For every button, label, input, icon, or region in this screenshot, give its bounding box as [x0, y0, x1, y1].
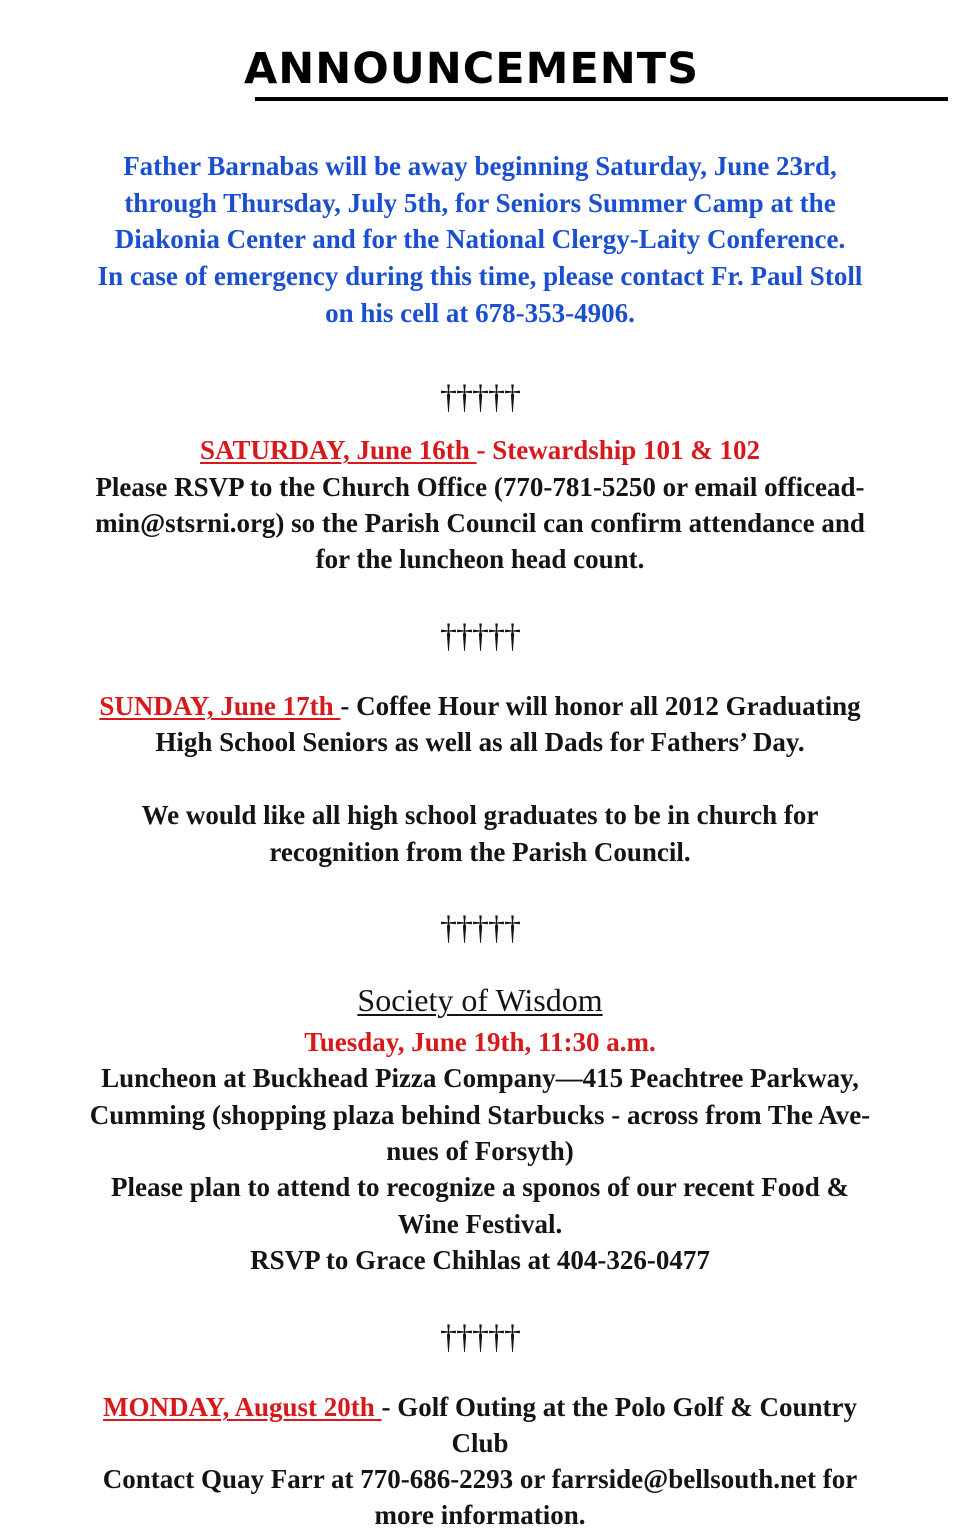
- coffee-hour-date: SUNDAY, June 17th: [99, 691, 341, 721]
- society-line: Cumming (shopping plaza behind Starbucks - across from The Ave-: [89, 1100, 871, 1130]
- coffee-hour-heading: [0, 688, 960, 724]
- coffee-hour-line: High School Seniors as well as all Dads for Fathers’ Day.: [155, 727, 805, 757]
- away-notice-line: In case of emergency during this time, please contact Fr. Paul Stoll: [97, 261, 863, 291]
- society-line: Luncheon at Buckhead Pizza Company—415 Peachtree Parkway,: [101, 1063, 859, 1093]
- away-notice-line: on his cell at 678-353-4906.: [325, 298, 635, 328]
- society-line: Please plan to attend to recognize a sponos of our recent Food &: [111, 1172, 849, 1202]
- society-line: RSVP to Grace Chihlas at 404-326-0477: [250, 1245, 710, 1275]
- golf-text: - Golf Outing at the Polo Golf & Country: [381, 1392, 858, 1422]
- golf-line: more information.: [374, 1500, 586, 1530]
- cross-divider: †††††: [440, 910, 520, 947]
- stewardship-line: for the luncheon head count.: [315, 544, 645, 574]
- society-when: Tuesday, June 19th, 11:30 a.m.: [304, 1027, 656, 1057]
- stewardship-line: Please RSVP to the Church Office (770-781-5250 or email officead-: [95, 472, 865, 502]
- coffee-hour-text: - Coffee Hour will honor all 2012 Graduating: [340, 691, 861, 721]
- stewardship-title: - Stewardship 101 & 102: [476, 435, 761, 465]
- cross-divider: †††††: [440, 618, 520, 655]
- golf-line: Club: [451, 1428, 509, 1458]
- cross-divider: †††††: [440, 1319, 520, 1356]
- golf-heading: [0, 1389, 960, 1425]
- stewardship-heading: [0, 432, 960, 468]
- society-line: Wine Festival.: [397, 1209, 563, 1239]
- stewardship-date: SATURDAY, June 16th: [199, 435, 477, 465]
- cross-divider: †††††: [440, 379, 520, 416]
- title-underline-rule: [255, 97, 948, 101]
- graduates-note-line: recognition from the Parish Council.: [269, 837, 691, 867]
- away-notice-line: through Thursday, July 5th, for Seniors Summer Camp at the: [124, 188, 836, 218]
- golf-line: Contact Quay Farr at 770-686-2293 or farrside@bellsouth.net for: [102, 1464, 858, 1494]
- graduates-note-line: We would like all high school graduates to be in church for: [141, 800, 819, 830]
- page-title: ANNOUNCEMENTS: [244, 44, 700, 94]
- golf-date: MONDAY, August 20th: [102, 1392, 382, 1422]
- society-heading: Society of Wisdom: [357, 982, 603, 1018]
- stewardship-line: min@stsrni.org) so the Parish Council can confirm attendance and: [95, 508, 865, 538]
- away-notice-line: Father Barnabas will be away beginning Saturday, June 23rd,: [123, 151, 837, 181]
- away-notice-line: Diakonia Center and for the National Clergy-Laity Conference.: [114, 224, 846, 254]
- society-line: nues of Forsyth): [386, 1136, 574, 1166]
